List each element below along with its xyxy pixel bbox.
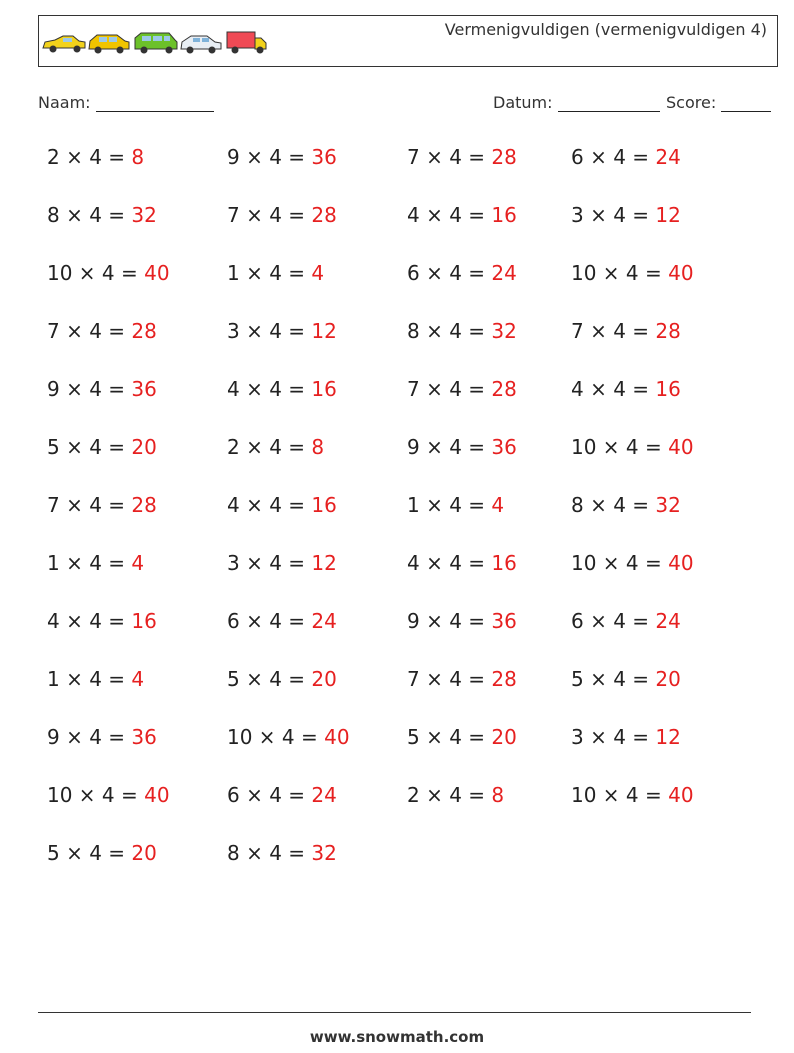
problem-question: 10 × 4 =	[571, 783, 669, 807]
problem-cell	[47, 783, 170, 807]
name-blank	[96, 95, 214, 112]
problem-cell	[571, 725, 681, 749]
problem-cell	[571, 319, 681, 343]
problem-answer: 4	[131, 551, 145, 575]
problem-cell	[227, 145, 337, 169]
problem-answer: 28	[131, 493, 157, 517]
score-field	[666, 93, 771, 112]
problem-cell	[571, 667, 681, 691]
problem-question: 10 × 4 =	[47, 261, 145, 285]
problem-question: 7 × 4 =	[407, 667, 492, 691]
problem-cell	[407, 319, 517, 343]
vehicle-icons	[41, 30, 271, 56]
problem-question: 10 × 4 =	[47, 783, 145, 807]
problem-answer: 12	[655, 203, 681, 227]
problem-cell	[227, 667, 337, 691]
problem-question: 5 × 4 =	[407, 725, 492, 749]
problem-answer: 24	[655, 145, 681, 169]
problem-answer: 20	[311, 667, 337, 691]
problem-answer: 12	[311, 551, 337, 575]
problem-question: 6 × 4 =	[407, 261, 492, 285]
problem-question: 3 × 4 =	[227, 551, 312, 575]
white-car-icon	[181, 36, 221, 54]
problem-cell	[571, 783, 694, 807]
problem-question: 4 × 4 =	[227, 377, 312, 401]
problem-answer: 8	[131, 145, 145, 169]
problem-question: 9 × 4 =	[407, 435, 492, 459]
problem-answer: 40	[144, 261, 170, 285]
name-label: Naam:	[38, 93, 91, 112]
problem-question: 10 × 4 =	[571, 261, 669, 285]
problem-cell	[47, 377, 157, 401]
problem-answer: 24	[311, 783, 337, 807]
problem-answer: 28	[491, 667, 517, 691]
problem-answer: 32	[655, 493, 681, 517]
problem-answer: 4	[491, 493, 505, 517]
problem-answer: 36	[131, 725, 157, 749]
problem-cell	[227, 493, 337, 517]
problem-answer: 8	[491, 783, 505, 807]
problem-answer: 16	[491, 203, 517, 227]
problem-cell	[47, 725, 157, 749]
problem-question: 2 × 4 =	[47, 145, 132, 169]
problem-question: 7 × 4 =	[47, 493, 132, 517]
problem-answer: 20	[655, 667, 681, 691]
problem-cell	[47, 145, 144, 169]
problem-question: 5 × 4 =	[47, 435, 132, 459]
problem-question: 1 × 4 =	[47, 551, 132, 575]
problem-answer: 40	[668, 261, 694, 285]
problem-question: 6 × 4 =	[571, 609, 656, 633]
problem-answer: 40	[668, 783, 694, 807]
problem-question: 8 × 4 =	[227, 841, 312, 865]
problem-cell	[407, 725, 517, 749]
problem-question: 1 × 4 =	[407, 493, 492, 517]
problem-answer: 16	[131, 609, 157, 633]
problem-cell	[407, 493, 504, 517]
problem-question: 5 × 4 =	[47, 841, 132, 865]
problem-cell	[571, 609, 681, 633]
problem-answer: 28	[131, 319, 157, 343]
problem-answer: 20	[131, 841, 157, 865]
score-label: Score:	[666, 93, 717, 112]
date-label: Datum:	[493, 93, 553, 112]
problem-question: 3 × 4 =	[227, 319, 312, 343]
problem-cell	[227, 203, 337, 227]
problem-question: 10 × 4 =	[571, 435, 669, 459]
problem-cell	[227, 783, 337, 807]
problem-answer: 12	[655, 725, 681, 749]
problem-answer: 40	[668, 435, 694, 459]
problem-cell	[227, 841, 337, 865]
problem-question: 4 × 4 =	[47, 609, 132, 633]
score-blank	[721, 95, 771, 112]
problem-answer: 4	[311, 261, 325, 285]
problem-cell	[407, 783, 504, 807]
problem-question: 4 × 4 =	[571, 377, 656, 401]
problem-cell	[227, 261, 324, 285]
problem-answer: 32	[491, 319, 517, 343]
problem-cell	[571, 145, 681, 169]
yellow-taxi-icon	[43, 36, 85, 53]
green-van-icon	[135, 33, 177, 54]
problem-question: 6 × 4 =	[571, 145, 656, 169]
problem-answer: 36	[131, 377, 157, 401]
date-blank	[558, 95, 660, 112]
name-field	[38, 93, 214, 112]
problem-cell	[47, 319, 157, 343]
problem-cell	[47, 609, 157, 633]
problem-answer: 4	[131, 667, 145, 691]
problem-question: 6 × 4 =	[227, 609, 312, 633]
problem-question: 7 × 4 =	[571, 319, 656, 343]
problem-cell	[227, 725, 350, 749]
footer-url: www.snowmath.com	[309, 1028, 485, 1046]
problem-question: 9 × 4 =	[47, 725, 132, 749]
problem-answer: 24	[311, 609, 337, 633]
problem-answer: 28	[491, 145, 517, 169]
problem-cell	[47, 551, 144, 575]
problem-answer: 16	[491, 551, 517, 575]
problem-answer: 20	[491, 725, 517, 749]
problem-answer: 40	[668, 551, 694, 575]
problem-cell	[47, 261, 170, 285]
problem-question: 7 × 4 =	[407, 377, 492, 401]
worksheet-header	[38, 15, 778, 67]
problem-question: 3 × 4 =	[571, 203, 656, 227]
problem-cell	[47, 667, 144, 691]
problem-answer: 16	[311, 377, 337, 401]
problem-question: 6 × 4 =	[227, 783, 312, 807]
problem-cell	[407, 377, 517, 401]
problem-cell	[407, 435, 517, 459]
problem-cell	[571, 203, 681, 227]
problem-question: 4 × 4 =	[407, 203, 492, 227]
problem-answer: 40	[324, 725, 350, 749]
problem-cell	[47, 841, 157, 865]
problem-cell	[571, 377, 681, 401]
problem-answer: 32	[131, 203, 157, 227]
problem-answer: 20	[131, 435, 157, 459]
problem-cell	[47, 435, 157, 459]
problem-question: 1 × 4 =	[227, 261, 312, 285]
problem-question: 7 × 4 =	[227, 203, 312, 227]
problem-answer: 24	[491, 261, 517, 285]
problem-answer: 28	[655, 319, 681, 343]
problem-answer: 32	[311, 841, 337, 865]
problem-answer: 36	[491, 435, 517, 459]
problem-question: 4 × 4 =	[227, 493, 312, 517]
problem-answer: 16	[311, 493, 337, 517]
problem-question: 10 × 4 =	[227, 725, 325, 749]
problem-cell	[571, 493, 681, 517]
problem-question: 5 × 4 =	[571, 667, 656, 691]
problem-question: 1 × 4 =	[47, 667, 132, 691]
problem-answer: 36	[491, 609, 517, 633]
problem-cell	[227, 609, 337, 633]
problem-question: 2 × 4 =	[407, 783, 492, 807]
problem-cell	[407, 609, 517, 633]
problem-cell	[227, 377, 337, 401]
problem-question: 3 × 4 =	[571, 725, 656, 749]
problem-answer: 40	[144, 783, 170, 807]
problem-question: 2 × 4 =	[227, 435, 312, 459]
problem-cell	[227, 319, 337, 343]
problem-cell	[407, 551, 517, 575]
problem-cell	[407, 203, 517, 227]
problem-cell	[407, 667, 517, 691]
problem-answer: 28	[491, 377, 517, 401]
problem-cell	[407, 145, 517, 169]
problem-question: 9 × 4 =	[227, 145, 312, 169]
date-field	[493, 93, 660, 112]
problem-cell	[407, 261, 517, 285]
problem-answer: 16	[655, 377, 681, 401]
problem-question: 9 × 4 =	[407, 609, 492, 633]
problem-question: 5 × 4 =	[227, 667, 312, 691]
worksheet-title: Vermenigvuldigen (vermenigvuldigen 4)	[444, 20, 767, 39]
problem-answer: 12	[311, 319, 337, 343]
problem-answer: 36	[311, 145, 337, 169]
problem-question: 7 × 4 =	[47, 319, 132, 343]
problem-cell	[571, 261, 694, 285]
problem-question: 9 × 4 =	[47, 377, 132, 401]
problem-cell	[47, 203, 157, 227]
yellow-car-icon	[89, 35, 129, 54]
footer-divider	[38, 1012, 751, 1013]
problem-question: 10 × 4 =	[571, 551, 669, 575]
problem-answer: 28	[311, 203, 337, 227]
problem-question: 7 × 4 =	[407, 145, 492, 169]
red-truck-icon	[227, 32, 266, 54]
problem-question: 4 × 4 =	[407, 551, 492, 575]
problem-cell	[47, 493, 157, 517]
problem-answer: 8	[311, 435, 325, 459]
problem-cell	[227, 551, 337, 575]
problem-cell	[571, 551, 694, 575]
problem-answer: 24	[655, 609, 681, 633]
problem-question: 8 × 4 =	[407, 319, 492, 343]
problem-cell	[571, 435, 694, 459]
problem-question: 8 × 4 =	[47, 203, 132, 227]
problem-question: 8 × 4 =	[571, 493, 656, 517]
problem-cell	[227, 435, 324, 459]
